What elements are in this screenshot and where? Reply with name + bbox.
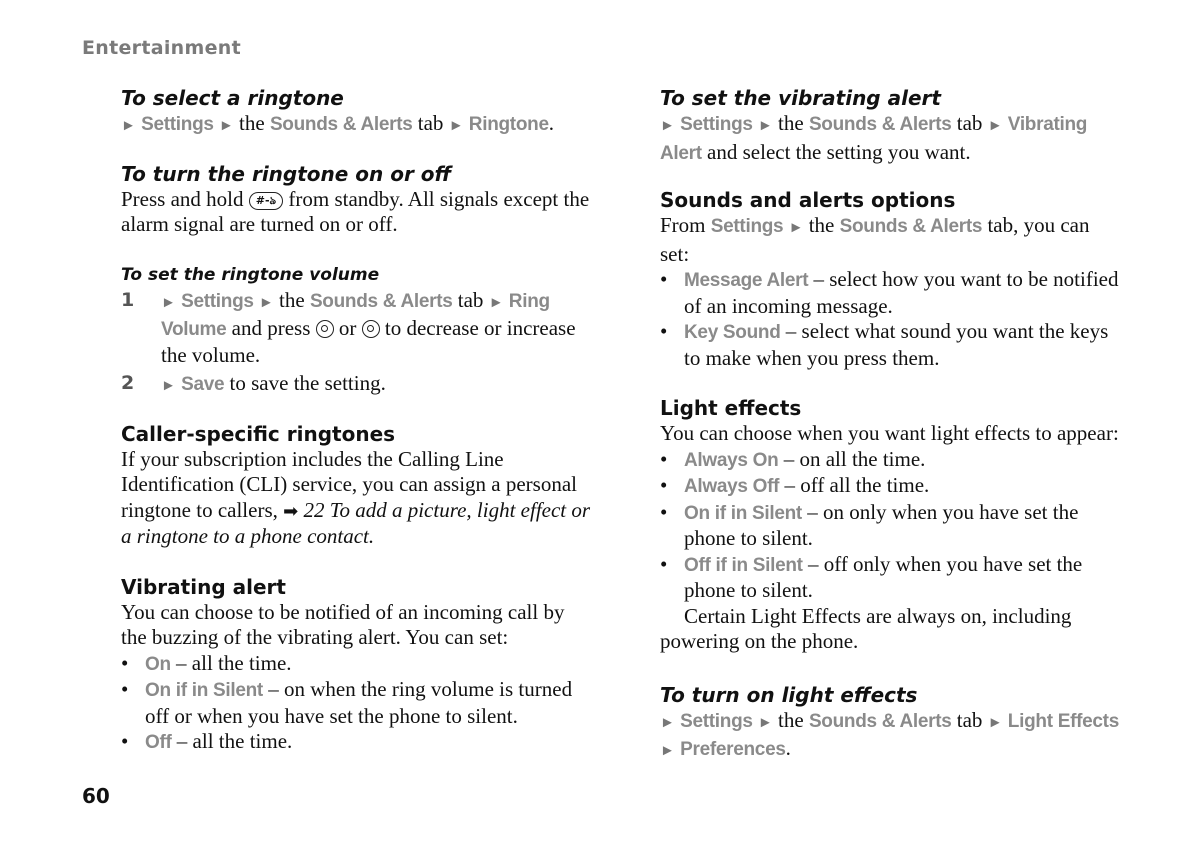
vibrating-alert-intro: You can choose to be notified of an incoming call by the buzzing of the vibrating alert. You can set: — [121, 599, 565, 649]
text-you-can-set: tab, you can set: — [660, 213, 1090, 266]
heading-caller-specific: Caller-specific ringtones — [121, 421, 396, 446]
menu-settings: Settings — [141, 114, 214, 135]
menu-preferences: Preferences — [680, 739, 786, 760]
arrow-icon: ► — [448, 118, 464, 134]
text-period: . — [548, 111, 554, 135]
nav-down-key-icon — [316, 320, 334, 338]
list-item — [660, 447, 1120, 474]
text-the: the — [778, 111, 804, 135]
right-column — [660, 85, 1120, 765]
option-desc: – on only when you have set the phone to silent. — [684, 499, 1079, 550]
select-ringtone-path — [121, 111, 591, 140]
arrow-icon: ► — [987, 118, 1003, 134]
menu-settings: Settings — [680, 114, 753, 135]
step-item — [121, 371, 591, 400]
option-desc: – on when the ring volume is turned off or when you have set the phone to silent. — [145, 677, 573, 728]
list-item — [660, 500, 1120, 552]
step-number: 2 — [121, 372, 135, 394]
arrow-icon: ► — [757, 714, 773, 731]
option-desc: – on all the time. — [783, 446, 926, 471]
option-term: Off — [145, 732, 172, 753]
text-tab: tab — [417, 111, 444, 135]
option-term: On — [145, 653, 171, 675]
page-reference-link[interactable]: 22 To add a picture, light effect or a ringtone to a phone contact. — [121, 497, 591, 548]
option-term: On if in Silent — [145, 680, 263, 701]
text-the: the — [778, 707, 804, 732]
ringtone-onoff-text — [121, 187, 591, 238]
option-desc: – off only when you have set the phone to silent. — [684, 551, 1083, 602]
set-vibrating-path — [660, 111, 1120, 166]
arrow-icon: ► — [161, 378, 176, 394]
text-tab: tab — [956, 111, 983, 135]
list-item — [660, 267, 1120, 319]
left-column — [121, 85, 591, 756]
text-caller-specific: If your subscription includes the Calling Line Identification (CLI) service, you can assign a personal ringtone to callers, — [121, 446, 578, 522]
light-effects-note: Certain Light Effects are always on, including powering on the phone. — [660, 603, 1072, 653]
text-step2-rest: to save the setting. — [229, 371, 386, 395]
option-desc: – all the time. — [176, 729, 293, 753]
light-effects-list — [660, 447, 1120, 604]
arrow-icon: ► — [660, 118, 675, 134]
menu-light-effects: Light Effects — [1007, 710, 1119, 732]
heading-select-ringtone: To select a ringtone — [121, 86, 344, 110]
heading-ringtone-onoff: To turn the ringtone on or off — [121, 161, 452, 186]
arrow-icon: ► — [488, 294, 504, 311]
option-term: On if in Silent — [684, 502, 802, 524]
menu-sounds-alerts: Sounds & Alerts — [309, 290, 453, 312]
menu-ring-volume: Ring Volume — [161, 290, 550, 340]
option-term: Off if in Silent — [684, 554, 803, 576]
option-term: Always Off — [684, 476, 780, 497]
menu-sounds-alerts: Sounds & Alerts — [839, 216, 983, 237]
menu-vibrating-alert: Vibrating Alert — [660, 114, 1088, 164]
list-item — [121, 651, 591, 678]
list-item — [121, 677, 591, 729]
text-from: From — [660, 213, 706, 237]
step-item — [121, 288, 591, 369]
text-press-hold: Press and hold — [121, 186, 244, 211]
arrow-icon: ► — [987, 714, 1003, 731]
turn-on-light-path — [660, 708, 1120, 765]
heading-set-vibrating: To set the vibrating alert — [660, 86, 941, 110]
hash-key-icon: #-ঌ — [249, 192, 283, 210]
text-or: or — [338, 316, 357, 340]
list-item — [660, 552, 1120, 604]
heading-turn-on-light: To turn on light effects — [660, 682, 918, 707]
arrow-icon: ► — [258, 294, 274, 311]
arrow-icon: ► — [757, 118, 773, 134]
list-item — [660, 319, 1120, 371]
text-period: . — [785, 736, 791, 760]
option-desc: – off all the time. — [784, 473, 930, 497]
text-from-standby: from standby. All signals except the alarm signal are turned on or off. — [121, 186, 590, 236]
menu-settings: Settings — [680, 710, 753, 732]
option-term: Key Sound — [684, 322, 781, 343]
option-term: Message Alert — [684, 270, 809, 291]
heading-ringtone-volume: To set the ringtone volume — [121, 264, 380, 285]
text-the: the — [808, 213, 835, 237]
text-tab: tab — [457, 287, 484, 312]
menu-sounds-alerts: Sounds & Alerts — [269, 114, 413, 135]
text-the: the — [239, 111, 265, 135]
reference-arrow-icon: ➡ — [283, 500, 299, 522]
menu-settings: Settings — [181, 290, 254, 312]
light-effects-intro: You can choose when you want light effects to appear: — [660, 421, 1119, 445]
option-term: Always On — [684, 449, 779, 471]
text-the: the — [279, 287, 305, 312]
heading-light-effects: Light effects — [660, 396, 802, 420]
list-item — [660, 473, 1120, 500]
menu-sounds-alerts: Sounds & Alerts — [808, 114, 952, 135]
sounds-options-list — [660, 267, 1120, 371]
text-tab: tab — [956, 707, 983, 732]
text-and-press: and press — [231, 316, 311, 340]
text-step1-rest: to decrease or increase the volume. — [161, 316, 576, 367]
heading-vibrating-alert: Vibrating alert — [121, 574, 286, 599]
volume-steps — [121, 288, 591, 400]
menu-settings: Settings — [710, 216, 784, 237]
menu-save: Save — [181, 374, 225, 395]
arrow-icon: ► — [218, 118, 234, 134]
menu-ringtone: Ringtone — [468, 114, 549, 135]
nav-up-key-icon — [362, 320, 380, 338]
arrow-icon: ► — [788, 220, 804, 236]
page-number: 60 — [82, 784, 110, 808]
section-label: Entertainment — [82, 37, 241, 59]
arrow-icon: ► — [161, 294, 176, 311]
list-item — [121, 729, 591, 756]
text-select-setting: and select the setting you want. — [707, 139, 971, 164]
option-desc: – select how you want to be notified of an incoming message. — [684, 267, 1119, 318]
caller-specific-text — [121, 447, 591, 550]
arrow-icon: ► — [660, 743, 675, 759]
option-desc: – all the time. — [176, 650, 292, 675]
arrow-icon: ► — [660, 714, 675, 731]
arrow-icon: ► — [121, 118, 136, 134]
option-desc: – select what sound you want the keys to make when you press them. — [684, 319, 1109, 370]
step-number: 1 — [121, 288, 135, 311]
menu-sounds-alerts: Sounds & Alerts — [808, 710, 952, 732]
heading-sounds-options: Sounds and alerts options — [660, 188, 956, 212]
vibrating-options-list — [121, 651, 591, 756]
sounds-options-intro — [660, 213, 1120, 267]
